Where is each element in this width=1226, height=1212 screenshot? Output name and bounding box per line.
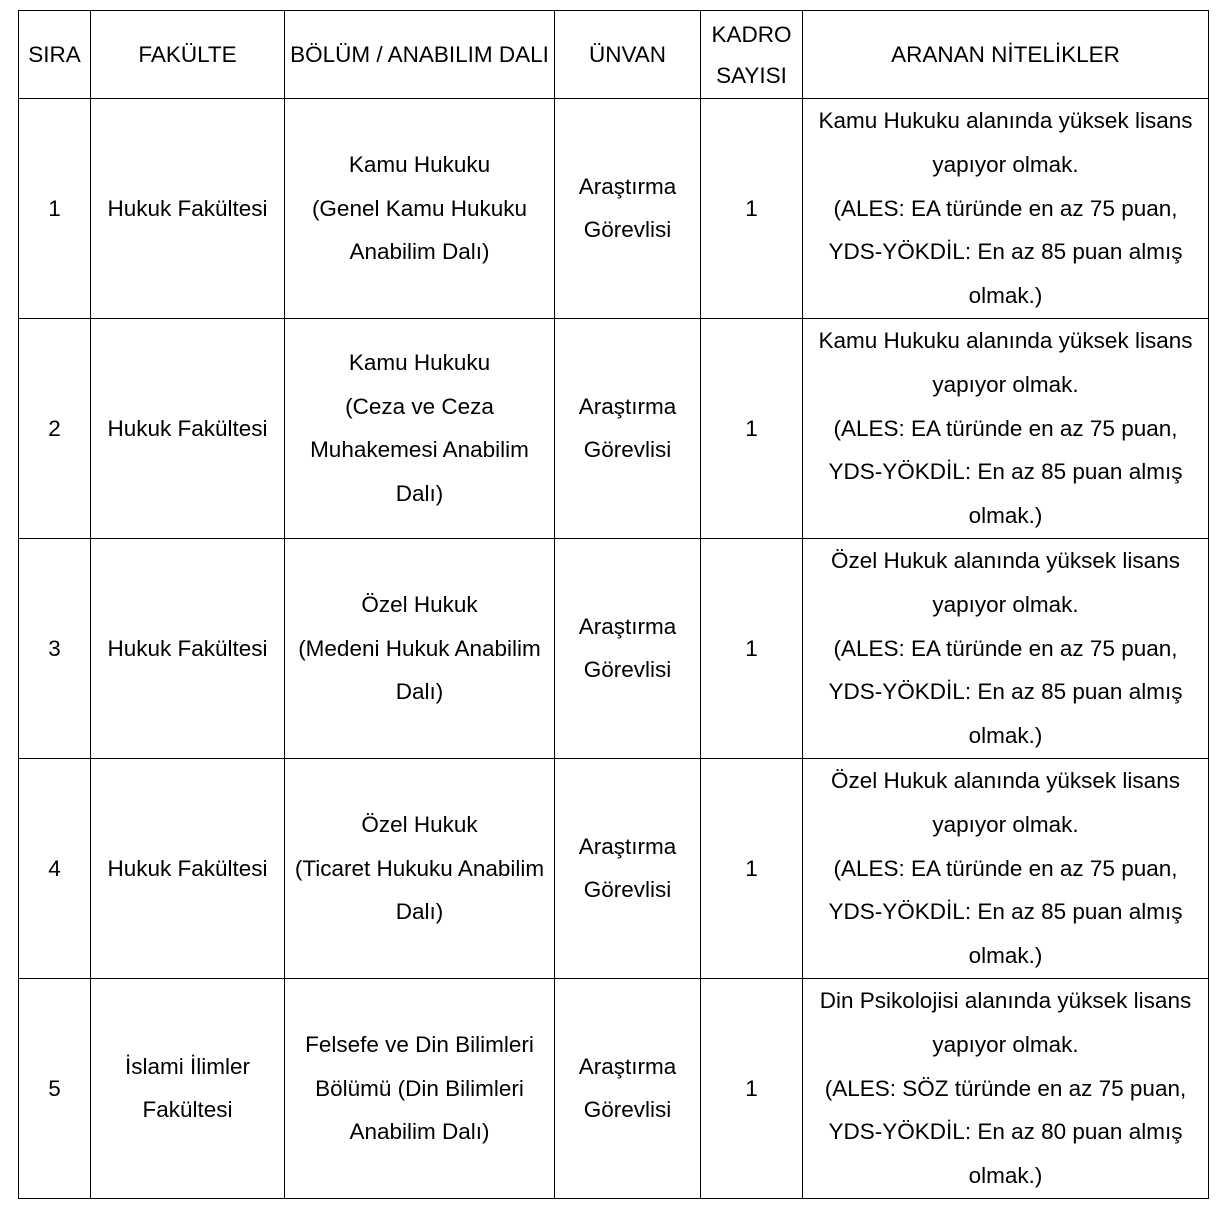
header-fakulte: FAKÜLTE (91, 11, 285, 99)
cell-sira: 2 (19, 318, 91, 538)
cell-unvan-line: Görevlisi (583, 877, 672, 903)
cell-fakulte-line: Hukuk Fakültesi (107, 635, 268, 661)
cell-nitelikler-line: olmak.) (968, 1163, 1043, 1189)
cell-kadro: 1 (701, 758, 803, 978)
cell-bolum-line: Dalı) (395, 481, 444, 507)
cell-unvan-line: Görevlisi (583, 1097, 672, 1123)
cell-nitelikler-line: YDS-YÖKDİL: En az 85 puan almış (828, 899, 1183, 925)
cell-unvan-line: Araştırma (578, 1053, 677, 1079)
header-row (19, 11, 1209, 99)
cell-unvan (555, 758, 701, 978)
cell-bolum (285, 318, 555, 538)
cell-nitelikler-line: YDS-YÖKDİL: En az 80 puan almış (828, 1119, 1183, 1145)
cell-nitelikler (803, 978, 1209, 1198)
table-row (19, 318, 1209, 538)
cell-kadro: 1 (701, 978, 803, 1198)
cell-fakulte-line: İslami İlimler (124, 1053, 250, 1079)
table-row (19, 758, 1209, 978)
cell-nitelikler-line: (ALES: EA türünde en az 75 puan, (833, 415, 1178, 441)
header-kadro-line1: KADRO (711, 21, 792, 47)
cell-bolum-line: Kamu Hukuku (348, 151, 491, 177)
cell-bolum-line: Muhakemesi Anabilim (310, 437, 529, 463)
cell-nitelikler-line: olmak.) (968, 503, 1043, 529)
cell-nitelikler-line: olmak.) (968, 723, 1043, 749)
cell-bolum-line: (Medeni Hukuk Anabilim (298, 635, 541, 661)
cell-fakulte (91, 538, 285, 758)
cell-bolum-line: (Ceza ve Ceza (345, 393, 494, 419)
cell-nitelikler-line: olmak.) (968, 283, 1043, 309)
cell-bolum-line: Dalı) (395, 899, 444, 925)
header-nitelikler: ARANAN NİTELİKLER (803, 11, 1209, 99)
header-kadro (701, 11, 803, 99)
cell-bolum-line: (Ticaret Hukuku Anabilim (294, 855, 545, 881)
cell-nitelikler-line: Din Psikolojisi alanında yüksek lisans (819, 987, 1192, 1013)
cell-bolum (285, 978, 555, 1198)
cell-sira: 3 (19, 538, 91, 758)
cell-nitelikler-line: Özel Hukuk alanında yüksek lisans (831, 547, 1180, 573)
cell-unvan-line: Görevlisi (583, 657, 672, 683)
cell-nitelikler (803, 758, 1209, 978)
cell-bolum-line: Özel Hukuk (361, 591, 478, 617)
cell-bolum-line: Dalı) (395, 679, 444, 705)
cell-bolum-line: Özel Hukuk (361, 811, 478, 837)
cell-kadro: 1 (701, 99, 803, 319)
cell-fakulte (91, 99, 285, 319)
cell-fakulte (91, 978, 285, 1198)
cell-unvan-line: Görevlisi (583, 217, 672, 243)
table-body (19, 99, 1209, 1199)
cell-sira: 5 (19, 978, 91, 1198)
staff-table (18, 10, 1209, 1199)
cell-bolum-line: Kamu Hukuku (348, 349, 491, 375)
cell-fakulte-line: Hukuk Fakültesi (107, 855, 268, 881)
cell-nitelikler-line: YDS-YÖKDİL: En az 85 puan almış (828, 679, 1183, 705)
cell-unvan (555, 538, 701, 758)
cell-bolum-line: Bölümü (Din Bilimleri (315, 1075, 524, 1101)
cell-nitelikler-line: (ALES: EA türünde en az 75 puan, (833, 195, 1178, 221)
cell-nitelikler (803, 538, 1209, 758)
cell-bolum-line: Felsefe ve Din Bilimleri (305, 1031, 534, 1057)
cell-bolum-line: (Genel Kamu Hukuku (311, 195, 528, 221)
cell-unvan-line: Araştırma (578, 833, 677, 859)
cell-unvan-line: Araştırma (578, 173, 677, 199)
cell-nitelikler-line: yapıyor olmak. (932, 371, 1079, 397)
cell-nitelikler-line: yapıyor olmak. (932, 1031, 1079, 1057)
cell-bolum (285, 99, 555, 319)
cell-sira: 4 (19, 758, 91, 978)
table-row (19, 978, 1209, 1198)
cell-kadro: 1 (701, 318, 803, 538)
cell-nitelikler-line: yapıyor olmak. (932, 811, 1079, 837)
cell-unvan-line: Araştırma (578, 393, 677, 419)
cell-nitelikler-line: yapıyor olmak. (932, 591, 1079, 617)
cell-fakulte-line: Fakültesi (142, 1097, 233, 1123)
cell-nitelikler-line: yapıyor olmak. (932, 151, 1079, 177)
cell-fakulte-line: Hukuk Fakültesi (107, 195, 268, 221)
cell-fakulte (91, 758, 285, 978)
cell-kadro: 1 (701, 538, 803, 758)
table-row (19, 538, 1209, 758)
cell-fakulte-line: Hukuk Fakültesi (107, 415, 268, 441)
cell-nitelikler (803, 99, 1209, 319)
cell-bolum (285, 538, 555, 758)
header-bolum: BÖLÜM / ANABILIM DALI (285, 11, 555, 99)
cell-nitelikler-line: Kamu Hukuku alanında yüksek lisans (818, 108, 1193, 133)
cell-nitelikler-line: YDS-YÖKDİL: En az 85 puan almış (828, 459, 1183, 485)
header-sira: SIRA (19, 11, 91, 99)
cell-nitelikler-line: (ALES: SÖZ türünde en az 75 puan, (824, 1075, 1187, 1101)
cell-fakulte (91, 318, 285, 538)
cell-bolum (285, 758, 555, 978)
cell-sira: 1 (19, 99, 91, 319)
cell-unvan (555, 978, 701, 1198)
cell-nitelikler-line: olmak.) (968, 943, 1043, 969)
table-header (19, 11, 1209, 99)
cell-unvan-line: Görevlisi (583, 437, 672, 463)
cell-nitelikler-line: YDS-YÖKDİL: En az 85 puan almış (828, 239, 1183, 265)
table-row (19, 99, 1209, 319)
header-kadro-line2: SAYISI (716, 62, 787, 88)
cell-nitelikler (803, 318, 1209, 538)
cell-nitelikler-line: Özel Hukuk alanında yüksek lisans (831, 767, 1180, 793)
cell-unvan (555, 99, 701, 319)
cell-nitelikler-line: Kamu Hukuku alanında yüksek lisans (818, 327, 1193, 353)
cell-bolum-line: Anabilim Dalı) (349, 1119, 490, 1145)
cell-nitelikler-line: (ALES: EA türünde en az 75 puan, (833, 635, 1178, 661)
cell-unvan-line: Araştırma (578, 613, 677, 639)
cell-unvan (555, 318, 701, 538)
cell-bolum-line: Anabilim Dalı) (349, 239, 490, 265)
cell-nitelikler-line: (ALES: EA türünde en az 75 puan, (833, 855, 1178, 881)
header-unvan: ÜNVAN (555, 11, 701, 99)
